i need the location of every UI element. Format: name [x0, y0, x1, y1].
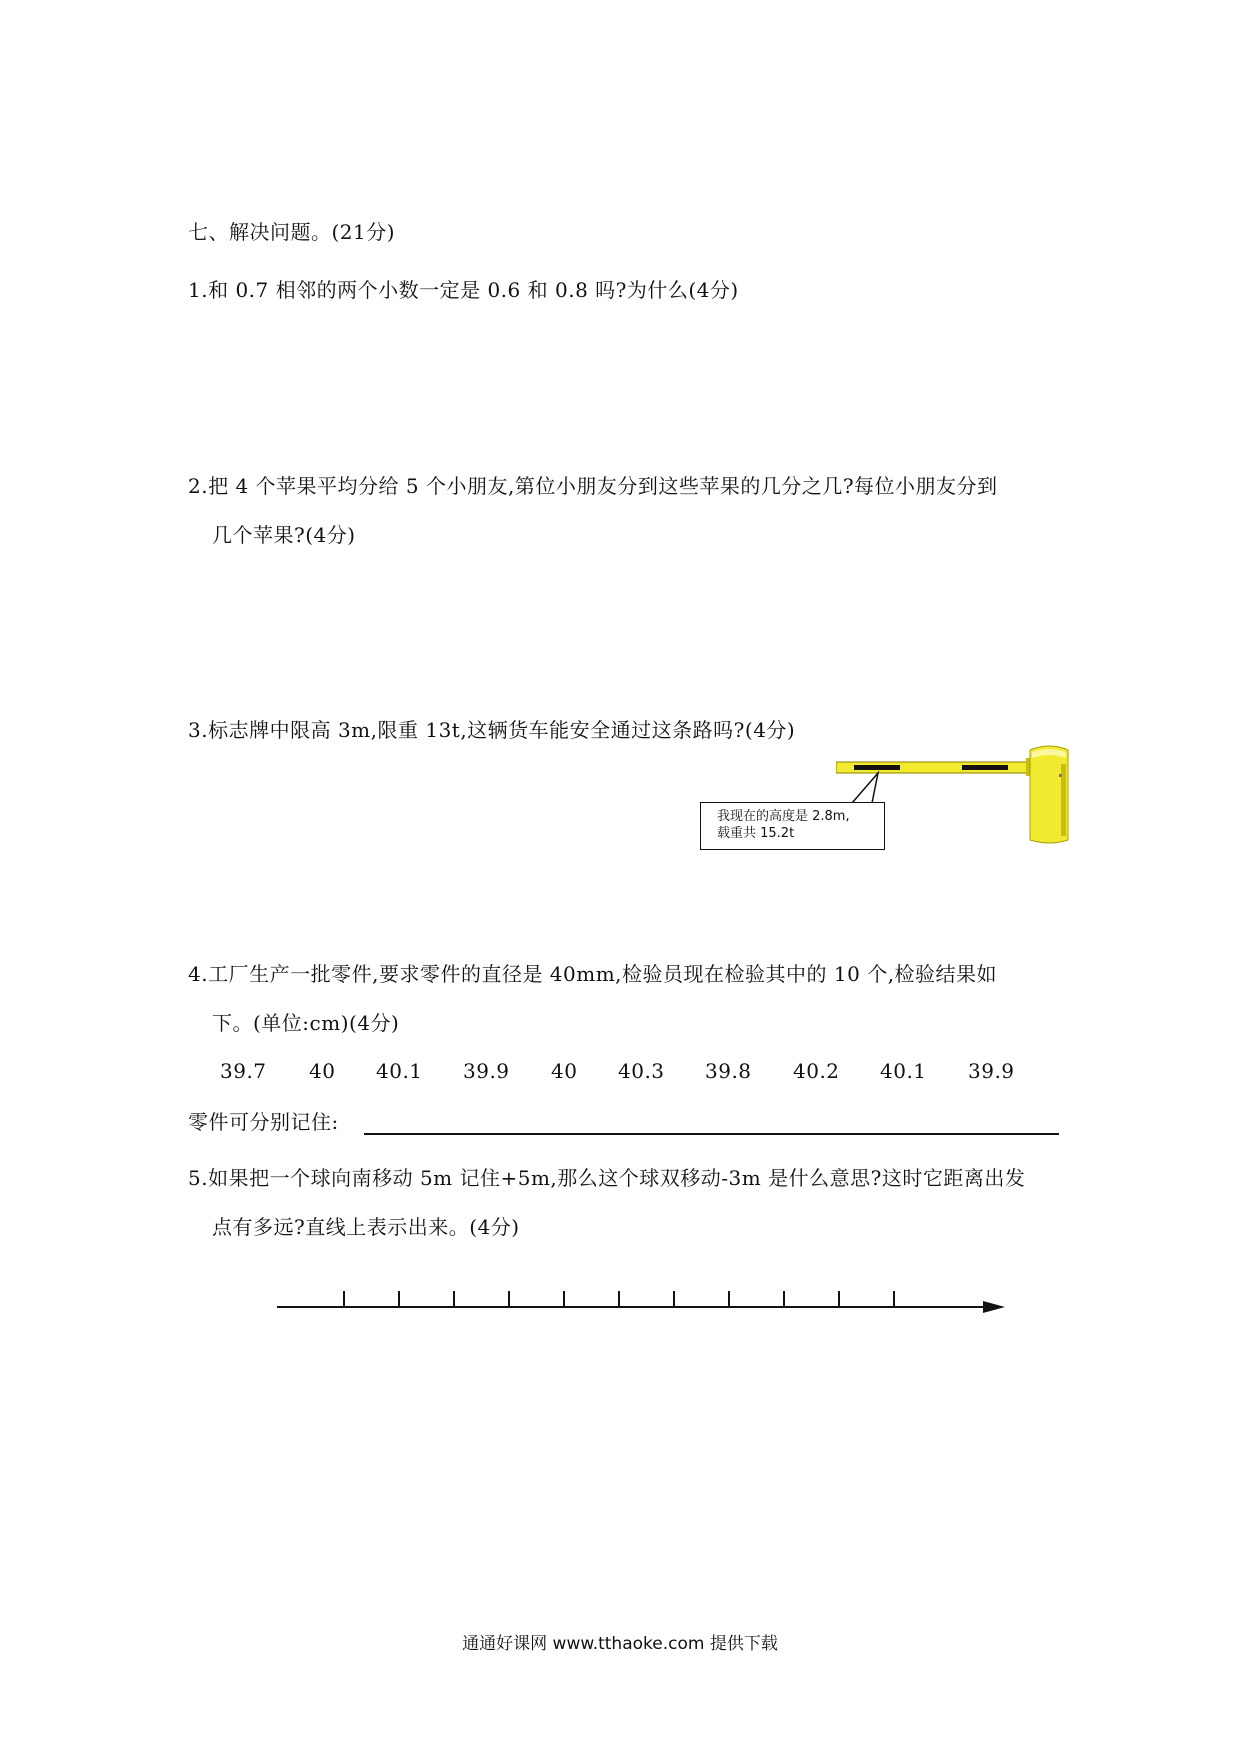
question-3: 3.标志牌中限高 3m,限重 13t,这辆货车能安全通过这条路吗?(4分) [188, 718, 796, 742]
callout-line-2: 载重共 15.2t [717, 826, 795, 841]
section-title: 七、解决问题。(21分) [188, 220, 396, 244]
measurement-3: 40.1 [376, 1059, 423, 1083]
measurement-5: 40 [551, 1059, 578, 1083]
measurement-6: 40.3 [618, 1059, 665, 1083]
number-line-ticks [344, 1291, 894, 1307]
question-4-line-1: 4.工厂生产一批零件,要求零件的直径是 40mm,检验员现在检验其中的 10 个,检验结果如 [188, 962, 998, 986]
question-4-line-2: 下。(单位:cm)(4分) [212, 1011, 400, 1035]
footer-credit: 通通好课网 www.tthaoke.com 提供下载 [462, 1634, 778, 1654]
measurement-10: 39.9 [968, 1059, 1015, 1083]
question-2-line-2: 几个苹果?(4分) [212, 523, 356, 547]
speech-bubble [700, 802, 885, 850]
question-2-line-1: 2.把 4 个苹果平均分给 5 个小朋友,第位小朋友分到这些苹果的几分之几?每位小朋友分到 [188, 474, 998, 498]
question-1: 1.和 0.7 相邻的两个小数一定是 0.6 和 0.8 吗?为什么(4分) [188, 278, 739, 302]
measurement-4: 39.9 [463, 1059, 510, 1083]
record-label: 零件可分别记住: [188, 1110, 339, 1134]
measurement-7: 39.8 [705, 1059, 752, 1083]
question-5-line-1: 5.如果把一个球向南移动 5m 记住+5m,那么这个球双移动-3m 是什么意思?这时它距离出发 [188, 1166, 1026, 1190]
measurement-1: 39.7 [220, 1059, 267, 1083]
measurement-8: 40.2 [793, 1059, 840, 1083]
number-line[interactable] [275, 1282, 1005, 1314]
number-line-arrowhead [983, 1301, 1005, 1313]
measurement-2: 40 [309, 1059, 336, 1083]
answer-line[interactable] [364, 1133, 1059, 1135]
measurement-9: 40.1 [880, 1059, 927, 1083]
callout-line-1: 我现在的高度是 2.8m, [717, 809, 850, 824]
measurement-row [188, 1059, 1068, 1085]
question-5-line-2: 点有多远?直线上表示出来。(4分) [212, 1215, 520, 1239]
